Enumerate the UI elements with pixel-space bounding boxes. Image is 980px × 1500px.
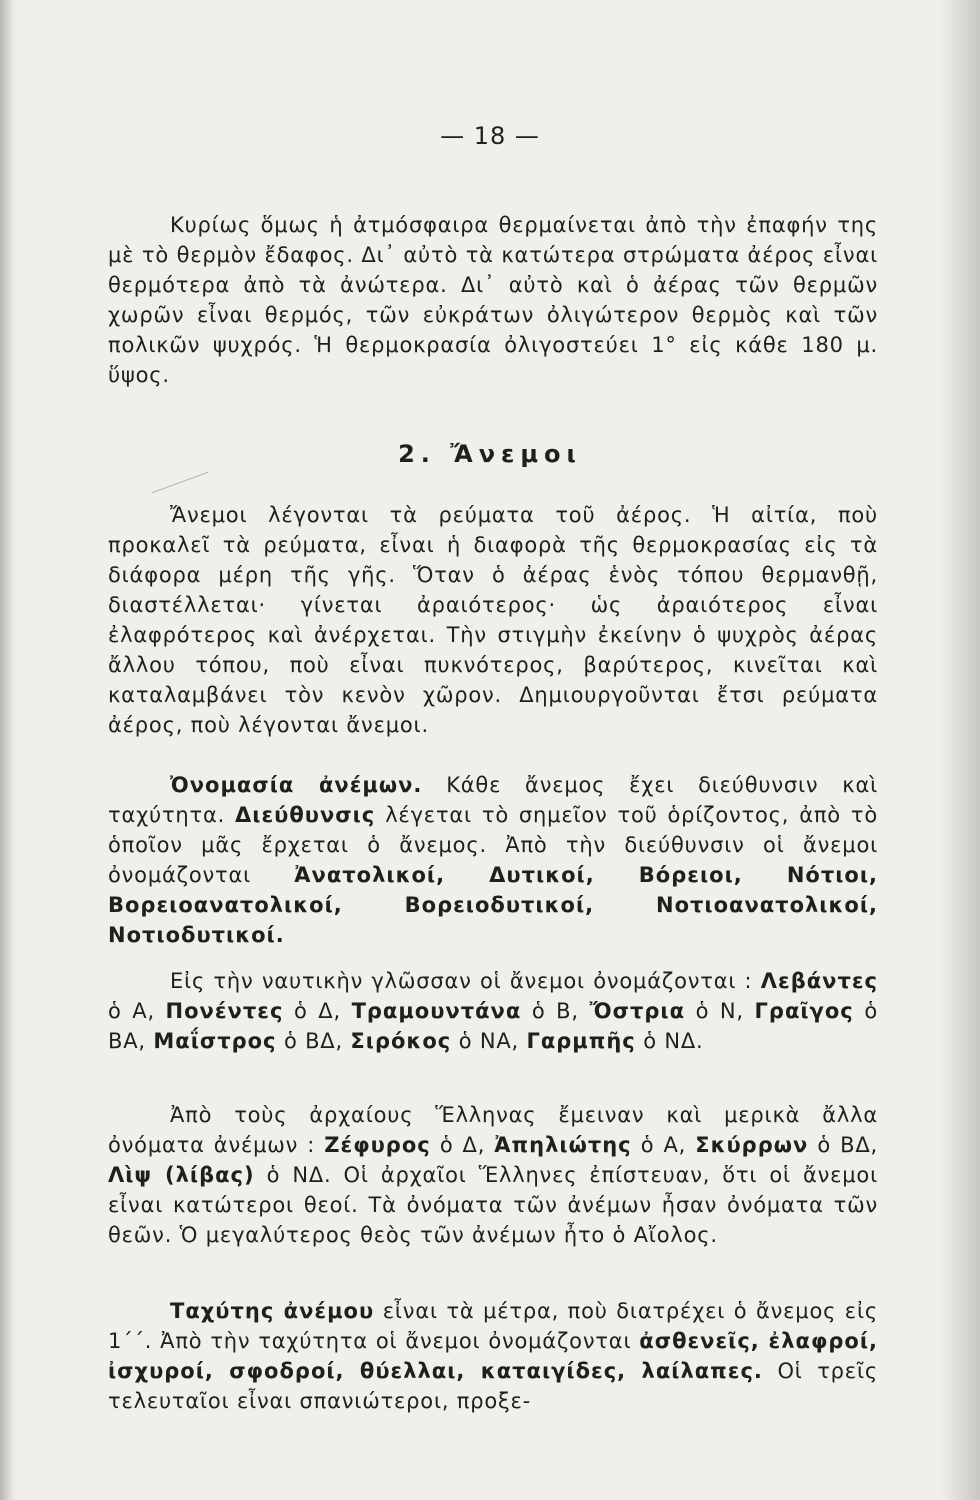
bold-term: Ζέφυρος [324, 1133, 431, 1157]
bold-term: Μαΐστρος [153, 1029, 277, 1053]
paragraph-nautical-names [108, 966, 878, 1056]
bold-term: Λεβάντες [760, 969, 878, 993]
bold-term: Ἀπηλιώτης [494, 1133, 632, 1157]
paragraph-text: Ταχύτης ἀνέμου εἶναι τὰ μέτρα, ποὺ διατρέχει ὁ ἄνεμος εἰς 1΄΄. Ἀπὸ τὴν ταχύτητα οἱ ἄνεμοι ὀνομάζονται ἀσθενεῖς, ἐλαφροί, ἰσχυροί, σφοδροί, θύελλαι, καταιγίδες, λαίλαπες. Οἱ τρεῖς τελευταῖοι εἶναι σπανιώτεροι, προξε- [108, 1299, 878, 1413]
scan-mark [152, 472, 209, 493]
bold-term: Διεύθυνσις [235, 803, 376, 827]
page-gutter-shadow [0, 0, 18, 1500]
paragraph-text: Κυρίως ὅμως ἡ ἀτμόσφαιρα θερμαίνεται ἀπὸ τὴν ἐπαφήν της μὲ τὸ θερμὸν ἔδαφος. Δι᾽ αὐτὸ τὰ κατώτερα στρώματα ἀέρος εἶναι θερμότερα ἀπὸ τὰ ἀνώτερα. Δι᾽ αὐτὸ καὶ ὁ ἀέρας τῶν θερμῶν χωρῶν εἶναι θερμός, τῶν εὐκράτων ὀλιγώτερον θερμὸς καὶ τῶν πολικῶν ψυχρός. Ἡ θερμοκρασία ὀλιγοστεύει 1° εἰς κάθε 180 μ. ὕψος. [108, 213, 878, 387]
bold-term: ἀσθενεῖς, ἐλαφροί, ἰσχυροί, σφοδροί, θύελλαι, καταιγίδες, λαίλαπες. [108, 1329, 878, 1383]
section-heading-winds: 2. Ἄνεμοι [398, 440, 582, 468]
paragraph-text: Εἰς τὴν ναυτικὴν γλῶσσαν οἱ ἄνεμοι ὀνομάζονται : Λεβάντες ὁ Α, Πονέντες ὁ Δ, Τραμουντάνα ὁ Β, Ὄστρια ὁ Ν, Γραῖγος ὁ ΒΑ, Μαΐστρος ὁ ΒΔ, Σιρόκος ὁ ΝΑ, Γαρμπῆς ὁ ΝΔ. [108, 969, 879, 1053]
paragraph-atmosphere-heating [108, 210, 878, 390]
bold-term: Ὄστρια [589, 999, 686, 1023]
bold-term: Σιρόκος [350, 1029, 452, 1053]
bold-term: Ταχύτης ἀνέμου [170, 1299, 375, 1323]
bold-term: Λὶψ (λίβας) [108, 1163, 255, 1187]
paragraph-text: Ὀνομασία ἀνέμων. Κάθε ἄνεμος ἔχει διεύθυνσιν καὶ ταχύτητα. Διεύθυνσις λέγεται τὸ σημεῖον τοῦ ὁρίζοντος, ἀπὸ τὸ ὁποῖον μᾶς ἔρχεται ὁ ἄνεμος. Ἀπὸ τὴν διεύθυνσιν οἱ ἄνεμοι ὀνομάζονται Ἀνατολικοί, Δυτικοί, Βόρειοι, Νότιοι, Βορειοανατολικοί, Βορειοδυτικοί, Νοτιοανατολικοί, Νοτιοδυτικοί. [108, 773, 879, 947]
paragraph-text: Ἄνεμοι λέγονται τὰ ρεύματα τοῦ ἀέρος. Ἡ αἰτία, ποὺ προκαλεῖ τὰ ρεύματα, εἶναι ἡ διαφορὰ τῆς θερμοκρασίας εἰς τὰ διάφορα μέρη τῆς γῆς. Ὅταν ὁ ἀέρας ἑνὸς τόπου θερμανθῇ, διαστέλλεται· γίνεται ἀραιότερος· ὡς ἀραιότερος εἶναι ἐλαφρότερος καὶ ἀνέρχεται. Τὴν στιγμὴν ἐκείνην ὁ ψυχρὸς ἀέρας ἄλλου τόπου, ποὺ εἶναι πυκνότερος, βαρύτερος, κινεῖται καὶ καταλαμβάνει τὸν κενὸν χῶρον. Δημιουργοῦνται ἔτσι ρεύματα ἀέρος, ποὺ λέγονται ἄνεμοι. [108, 503, 878, 737]
bold-term: Σκύρρων [695, 1133, 809, 1157]
page-number: — 18 — [440, 122, 540, 150]
bold-term: Τραμουντάνα [351, 999, 522, 1023]
paragraph-ancient-names [108, 1100, 878, 1250]
bold-term: Ἀνατολικοί, Δυτικοί, Βόρειοι, Νότιοι, Βορειοανατολικοί, Βορειοδυτικοί, Νοτιοανατολικοί, Νοτιοδυτικοί. [108, 863, 879, 947]
bold-term: Πονέντες [165, 999, 284, 1023]
bold-term: Ὀνομασία ἀνέμων. [170, 773, 423, 797]
bold-term: Γραῖγος [754, 999, 854, 1023]
paragraph-wind-names [108, 770, 878, 950]
paragraph-wind-speed [108, 1296, 878, 1416]
paragraph-text: Ἀπὸ τοὺς ἀρχαίους Ἕλληνας ἔμειναν καὶ μερικὰ ἄλλα ὀνόματα ἀνέμων : Ζέφυρος ὁ Δ, Ἀπηλιώτης ὁ Α, Σκύρρων ὁ ΒΔ, Λὶψ (λίβας) ὁ ΝΔ. Οἱ ἀρχαῖοι Ἕλληνες ἐπίστευαν, ὅτι οἱ ἄνεμοι εἶναι κατώτεροι θεοί. Τὰ ὀνόματα τῶν ἀνέμων ἦσαν ὀνόματα τῶν θεῶν. Ὁ μεγαλύτερος θεὸς τῶν ἀνέμων ἦτο ὁ Αἴολος. [108, 1103, 878, 1247]
page-edge-shadow [940, 0, 980, 1500]
bold-term: Γαρμπῆς [526, 1029, 636, 1053]
paragraph-winds-definition [108, 500, 878, 740]
